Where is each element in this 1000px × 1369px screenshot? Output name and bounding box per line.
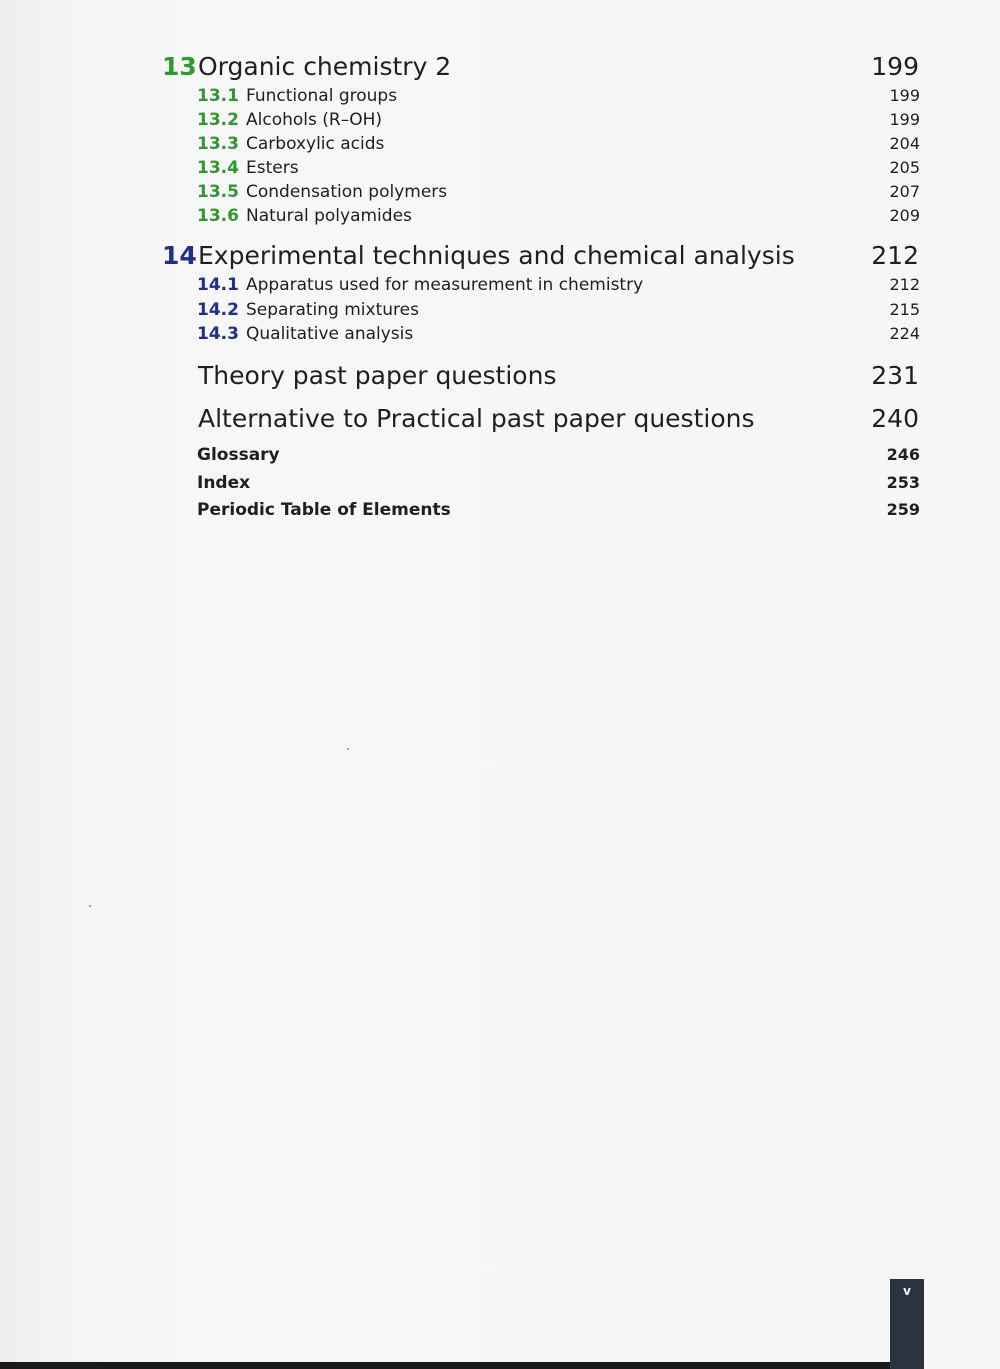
- section-page: 209: [889, 206, 920, 225]
- part-page: 231: [871, 361, 919, 390]
- section-title: Functional groups: [246, 86, 398, 106]
- section-title: Separating mixtures: [246, 300, 419, 320]
- back-matter-page: 259: [886, 500, 920, 519]
- chapter-title: Experimental techniques and chemical analysis: [198, 241, 795, 270]
- chapter-title: Organic chemistry 2: [198, 52, 452, 81]
- back-matter-title: Index: [197, 473, 251, 493]
- section-number: 13.6: [197, 206, 239, 226]
- section-page: 207: [889, 182, 920, 201]
- scan-speck: [89, 905, 91, 907]
- section-page: 199: [889, 86, 920, 105]
- page-edge: [0, 1362, 890, 1369]
- back-matter-title: Periodic Table of Elements: [197, 500, 451, 520]
- section-page: 204: [889, 134, 920, 153]
- section-number: 13.1: [197, 86, 239, 106]
- scan-speck: [347, 748, 349, 750]
- section-title: Esters: [246, 158, 299, 178]
- section-page: 212: [889, 275, 920, 294]
- section-title: Natural polyamides: [246, 206, 412, 226]
- section-title: Carboxylic acids: [246, 134, 385, 154]
- section-title: Apparatus used for measurement in chemistry: [246, 275, 644, 295]
- section-page: 199: [889, 110, 920, 129]
- section-page: 205: [889, 158, 920, 177]
- section-number: 13.3: [197, 134, 239, 154]
- part-page: 240: [871, 404, 919, 433]
- section-number: 13.5: [197, 182, 239, 202]
- section-title: Condensation polymers: [246, 182, 448, 202]
- part-title: Alternative to Practical past paper questions: [198, 404, 755, 433]
- section-number: 14.2: [197, 300, 239, 320]
- back-matter-title: Glossary: [197, 445, 280, 465]
- section-number: 14.3: [197, 324, 239, 344]
- section-page: 224: [889, 324, 920, 343]
- part-title: Theory past paper questions: [198, 361, 557, 390]
- chapter-page: 199: [871, 52, 919, 81]
- back-matter-page: 253: [886, 473, 920, 492]
- chapter-number: 13: [162, 52, 197, 81]
- chapter-page: 212: [871, 241, 919, 270]
- section-page: 215: [889, 300, 920, 319]
- section-title: Alcohols (R–OH): [246, 110, 382, 130]
- section-number: 13.4: [197, 158, 239, 178]
- section-title: Qualitative analysis: [246, 324, 414, 344]
- page-number: v: [903, 1284, 911, 1298]
- page-number-tab: [890, 1279, 924, 1369]
- chapter-number: 14: [162, 241, 197, 270]
- section-number: 14.1: [197, 275, 239, 295]
- back-matter-page: 246: [886, 445, 920, 464]
- section-number: 13.2: [197, 110, 239, 130]
